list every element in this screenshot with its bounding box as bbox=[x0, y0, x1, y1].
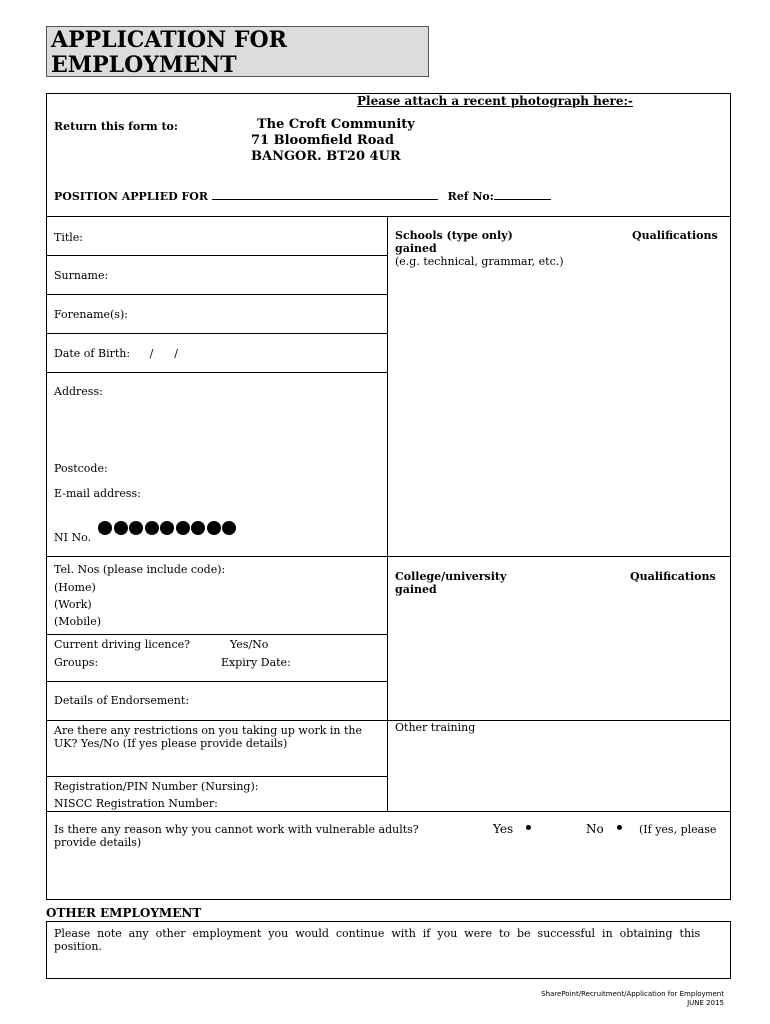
college-entry-area[interactable] bbox=[389, 598, 729, 718]
dob-field[interactable] bbox=[54, 347, 178, 360]
restrictions-line2[interactable]: UK? Yes/No (If yes please provide details) bbox=[54, 737, 288, 750]
postcode-field[interactable]: Postcode: bbox=[54, 462, 108, 475]
vulnerable-yes-option[interactable] bbox=[493, 822, 531, 836]
vulnerable-details-prompt[interactable]: provide details) bbox=[54, 836, 142, 849]
forename-field[interactable]: Forename(s): bbox=[54, 308, 128, 321]
restrictions-line1: Are there any restrictions on you taking up work in the bbox=[54, 724, 362, 737]
form-title bbox=[46, 26, 429, 77]
licence-groups-field[interactable]: Groups: bbox=[54, 656, 99, 669]
licence-label: Current driving licence? bbox=[54, 638, 191, 651]
ni-label: NI No. bbox=[54, 531, 92, 544]
divider bbox=[46, 776, 387, 777]
schools-heading: Schools (type only) bbox=[395, 229, 513, 242]
niscc-field[interactable]: NISCC Registration Number: bbox=[54, 797, 218, 810]
other-employment-note-line2: position. bbox=[54, 940, 102, 953]
licence-yesno[interactable]: Yes/No bbox=[230, 638, 269, 651]
other-training-field[interactable]: Other training bbox=[395, 721, 476, 734]
dob-separators: / / bbox=[149, 347, 178, 360]
ni-dot-icon bbox=[222, 521, 236, 535]
yes-checkbox-icon[interactable] bbox=[526, 825, 531, 830]
ni-dot-icon bbox=[114, 521, 128, 535]
schools-qualifications: Qualifications bbox=[632, 229, 718, 242]
college-heading: College/university bbox=[395, 570, 507, 583]
position-applied bbox=[54, 189, 551, 203]
college-qualifications: Qualifications bbox=[630, 570, 716, 583]
vulnerable-question: Is there any reason why you cannot work with vulnerable adults? bbox=[54, 823, 419, 836]
divider bbox=[46, 333, 387, 334]
college-gained: gained bbox=[395, 583, 437, 596]
ni-number-boxes[interactable] bbox=[98, 521, 238, 539]
no-checkbox-icon[interactable] bbox=[617, 825, 622, 830]
title-field[interactable]: Title: bbox=[54, 231, 84, 244]
licence-expiry-field[interactable]: Expiry Date: bbox=[221, 656, 291, 669]
ref-input-line[interactable] bbox=[494, 189, 551, 200]
footer bbox=[541, 990, 724, 1008]
ni-dot-icon bbox=[160, 521, 174, 535]
divider bbox=[46, 720, 731, 721]
divider bbox=[46, 681, 387, 682]
phone-label: Tel. Nos (please include code): bbox=[54, 563, 226, 576]
phone-home-field[interactable]: (Home) bbox=[54, 581, 96, 594]
other-employment-heading: OTHER EMPLOYMENT bbox=[46, 906, 202, 920]
form-title-line1: APPLICATION FOR bbox=[51, 27, 287, 53]
footer-path: SharePoint/Recruitment/Application for Employment bbox=[541, 990, 724, 998]
divider bbox=[46, 811, 731, 812]
phone-work-field[interactable]: (Work) bbox=[54, 598, 92, 611]
email-field[interactable]: E-mail address: bbox=[54, 487, 141, 500]
photo-note: Please attach a recent photograph here:- bbox=[357, 94, 633, 108]
vulnerable-note: (If yes, please bbox=[639, 823, 717, 836]
divider bbox=[46, 294, 387, 295]
endorsement-field[interactable]: Details of Endorsement: bbox=[54, 694, 190, 707]
return-label: Return this form to: bbox=[54, 120, 178, 133]
position-label: POSITION APPLIED FOR bbox=[54, 190, 208, 203]
address-field[interactable]: Address: bbox=[54, 385, 103, 398]
surname-field[interactable]: Surname: bbox=[54, 269, 109, 282]
divider bbox=[46, 255, 387, 256]
schools-gained: gained bbox=[395, 242, 437, 255]
vulnerable-no-option[interactable] bbox=[586, 822, 622, 836]
return-address-line3: BANGOR. BT20 4UR bbox=[251, 149, 401, 164]
dob-label: Date of Birth: bbox=[54, 347, 131, 360]
ni-dot-icon bbox=[98, 521, 112, 535]
divider bbox=[46, 372, 387, 373]
ni-dot-icon bbox=[191, 521, 205, 535]
divider bbox=[46, 634, 387, 635]
return-address-line1: The Croft Community bbox=[257, 117, 415, 132]
return-address-line2: 71 Bloomfield Road bbox=[251, 133, 394, 148]
column-divider bbox=[387, 216, 388, 811]
footer-date: JUNE 2015 bbox=[687, 999, 724, 1007]
ni-dot-icon bbox=[207, 521, 221, 535]
divider bbox=[46, 556, 731, 557]
vulnerable-yes-label: Yes bbox=[493, 822, 514, 836]
schools-example: (e.g. technical, grammar, etc.) bbox=[395, 255, 564, 268]
form-title-line2: EMPLOYMENT bbox=[51, 52, 237, 78]
schools-entry-area[interactable] bbox=[389, 272, 729, 554]
position-input-line[interactable] bbox=[212, 189, 438, 200]
ni-dot-icon bbox=[176, 521, 190, 535]
ref-label: Ref No: bbox=[447, 190, 494, 203]
phone-mobile-field[interactable]: (Mobile) bbox=[54, 615, 102, 628]
other-employment-note-line1: Please note any other employment you would continue with if you were to be successful in obtaining this bbox=[54, 927, 701, 940]
divider bbox=[46, 216, 731, 217]
vulnerable-no-label: No bbox=[586, 822, 604, 836]
ni-dot-icon bbox=[129, 521, 143, 535]
registration-pin-field[interactable]: Registration/PIN Number (Nursing): bbox=[54, 780, 259, 793]
ni-dot-icon bbox=[145, 521, 159, 535]
